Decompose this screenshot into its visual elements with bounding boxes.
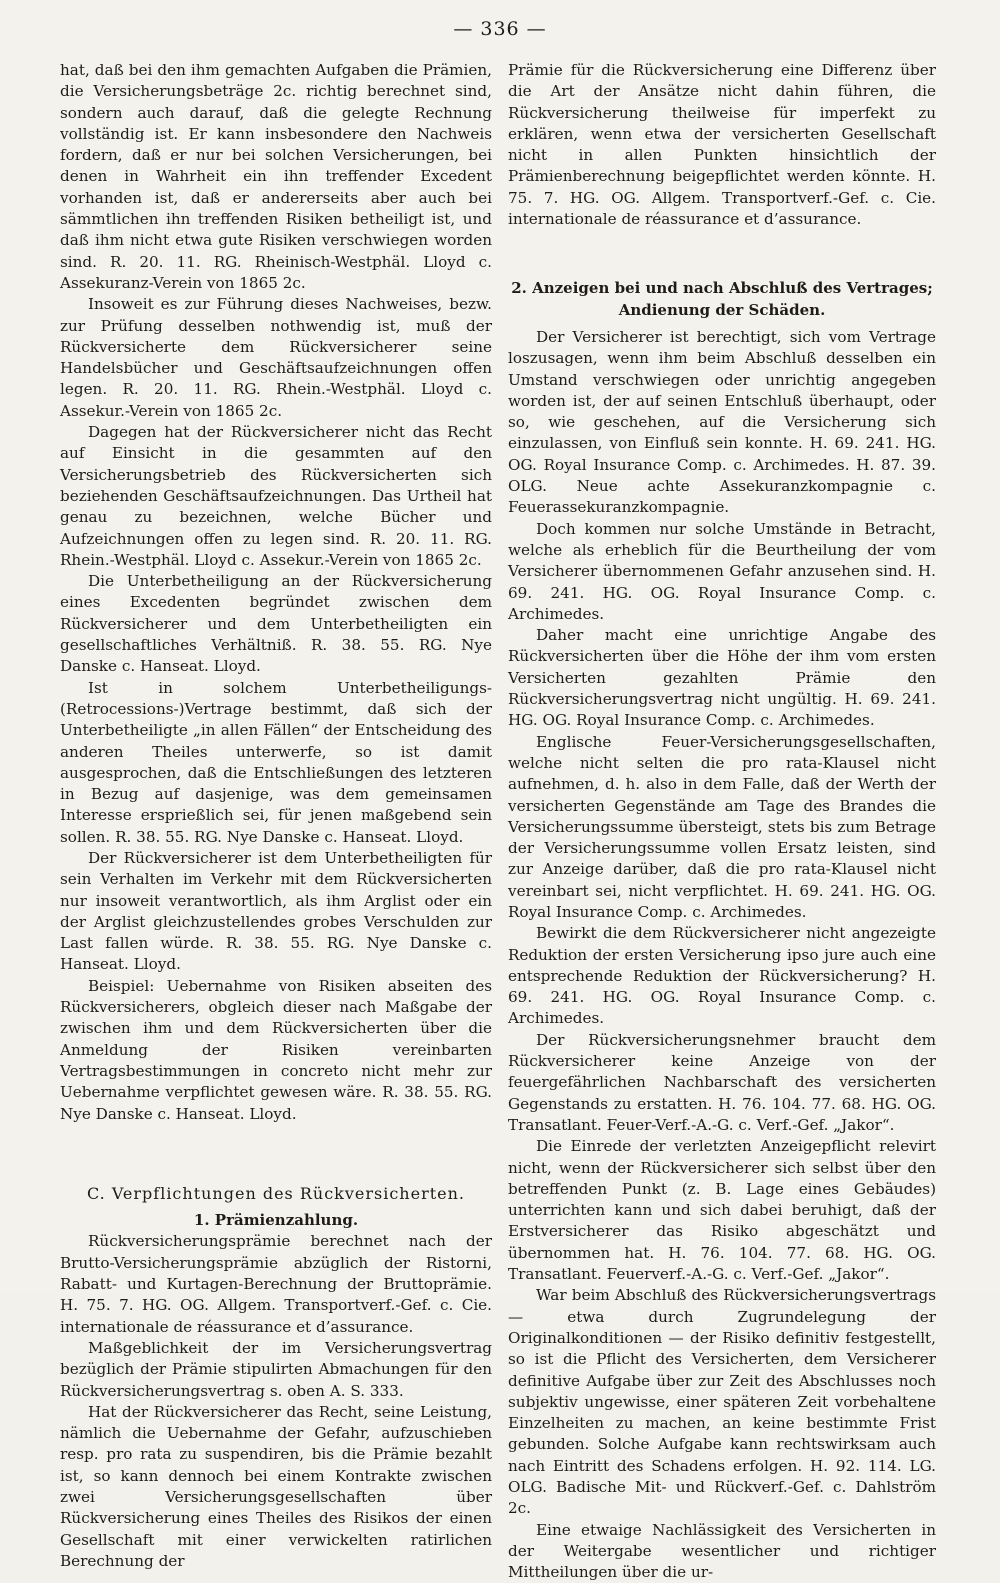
- right-paragraph-group-2: [508, 327, 936, 1583]
- paragraph: Beispiel: Uebernahme von Risiken abseiten des Rückversicherers, obgleich dieser nach Maßgabe der zwischen ihm und dem Rückversicherten über die Anmeldung der Risiken vereinbarten Vertragsbestimmungen in concreto nicht mehr zur Uebernahme verpflichtet gewesen wäre. R. 38. 55. RG. Nye Danske c. Hanseat. Lloyd.: [60, 976, 492, 1123]
- paragraph: Bewirkt die dem Rückversicherer nicht angezeigte Reduktion der ersten Versicherung ipso jure auch eine entsprechende Reduktion der Rückversicherung? H. 69. 241. HG. OG. Royal Insurance Comp. c. Archimedes.: [508, 924, 936, 1028]
- paragraph: Insoweit es zur Führung dieses Nachweises, bezw. zur Prüfung desselben nothwendig ist, muß der Rückversicherte dem Rückversicherer seine Handelsbücher und Geschäftsaufzeichnungen offen legen. R. 20. 11. RG. Rhein.-Westphäl. Lloyd c. Assekur.-Verein von 1865 2c.: [60, 295, 492, 420]
- page-number: — 336 —: [453, 18, 547, 40]
- paragraph: Der Rückversicherer ist dem Unterbetheiligten für sein Verhalten im Verkehr mit dem Rückversicherten nur insoweit verantwortlich, als ihm Arglist oder ein der Arglist gleichzustellendes grobes Verschulden zur Last fallen würde. R. 38. 55. RG. Nye Danske c. Hanseat. Lloyd.: [60, 848, 492, 974]
- paragraph: Daher macht eine unrichtige Angabe des Rückversicherten über die Höhe der ihm vom ersten Versicherten gezahlten Prämie den Rückversicherungsvertrag nicht ungültig. H. 69. 241. HG. OG. Royal Insurance Comp. c. Archimedes.: [508, 626, 936, 730]
- left-paragraph-group-2: [60, 1231, 492, 1572]
- paragraph: Der Versicherer ist berechtigt, sich vom Vertrage loszusagen, wenn ihm beim Abschluß desselben ein Umstand verschwiegen oder unrichtig angegeben worden ist, der auf seinen Entschluß überhaupt, oder so, wie geschehen, auf die Versicherung sich einzulassen, von Einfluß sein konnte. H. 69. 241. HG. OG. Royal Insurance Comp. c. Archimedes. H. 87. 39. OLG. Neue achte Assekuranzkompagnie c. Feuerassekuranzkompagnie.: [508, 327, 936, 517]
- paragraph: Hat der Rückversicherer das Recht, seine Leistung, nämlich die Uebernahme der Gefahr, aufzuschieben resp. pro rata zu suspendiren, bis die Prämie bezahlt ist, so kann dennoch bei einem Kontrakte zwischen zwei Versicherungsgesellschaften über Rückversicherung eines Theiles des Risikos der einen Gesellschaft mit einer verwickelten ratirlichen Berechnung der: [60, 1402, 492, 1570]
- paragraph: Doch kommen nur solche Umstände in Betracht, welche als erheblich für die Beurtheilung der vom Versicherer übernommenen Gefahr anzusehen sind. H. 69. 241. HG. OG. Royal Insurance Comp. c. Archimedes.: [508, 519, 936, 623]
- paragraph: Der Rückversicherungsnehmer braucht dem Rückversicherer keine Anzeige von der feuergefährlichen Nachbarschaft des versicherten Gegenstands zu erstatten. H. 76. 104. 77. 68. HG. OG. Transatlant. Feuer-Verf.-A.-G. c. Verf.-Gef. „Jakor“.: [508, 1030, 936, 1134]
- paragraph: Englische Feuer-Versicherungsgesellschaften, welche nicht selten die pro rata-Klausel nicht aufnehmen, d. h. also in dem Falle, daß der Werth der versicherten Gegenstände am Tage des Brandes die Versicherungssumme übersteigt, stets bis zum Betrage der Versicherungssumme vollen Ersatz leisten, sind zur Anzeige darüber, daß die pro rata-Klausel nicht vereinbart sei, nicht verpflichtet. H. 69. 241. HG. OG. Royal Insurance Comp. c. Archimedes.: [508, 732, 936, 921]
- paragraph: War beim Abschluß des Rückversicherungsvertrags — etwa durch Zugrundelegung der Originalkonditionen — der Risiko definitiv festgestellt, so ist die Pflicht des Versicherten, dem Versicherer definitive Aufgabe über zur Zeit des Abschlusses noch subjektiv ungewisse, einer späteren Zeit vorbehaltene Einzelheiten zu machen, an keine bestimmte Frist gebunden. Solche Aufgabe kann rechtswirksam auch nach Eintritt des Schadens erfolgen. H. 92. 114. LG. OLG. Badische Mit- und Rückverf.-Gef. c. Dahlström 2c.: [508, 1286, 936, 1518]
- left-column: [60, 60, 492, 1572]
- paragraph: Dagegen hat der Rückversicherer nicht das Recht auf Einsicht in die gesammten auf den Versicherungsbetrieb des Rückversicherten sich beziehenden Geschäftsaufzeichnungen. Das Urtheil hat genau zu bezeichnen, welche Bücher und Aufzeichnungen offen zu legen sind. R. 20. 11. RG. Rhein.-Westphäl. Lloyd c. Assekur.-Verein von 1865 2c.: [60, 423, 492, 569]
- paragraph: Ist in solchem Unterbetheiligungs-(Retrocessions-)Vertrage bestimmt, daß sich der Unterbetheiligte „in allen Fällen“ der Entscheidung des anderen Theiles unterwerfe, so ist damit ausgesprochen, daß die Entschließungen des letzteren in Bezug auf dasjenige, was dem gemeinsamen Interesse ersprießlich sei, für jenen maßgebend sein sollen. R. 38. 55. RG. Nye Danske c. Hanseat. Lloyd.: [60, 678, 492, 846]
- paragraph: Rückversicherungsprämie berechnet nach der Brutto-Versicherungsprämie abzüglich der Ristorni, Rabatt- und Kurtagen-Berechnung der Bruttoprämie. H. 75. 7. HG. OG. Allgem. Transportverf.-Gef. c. Cie. internationale de réassurance et d’assurance.: [60, 1232, 492, 1336]
- paragraph: hat, daß bei den ihm gemachten Aufgaben die Prämien, die Versicherungsbeträge 2c. richtig berechnet sind, sondern auch darauf, daß die gelegte Rechnung vollständig ist. Er kann insbesondere den Nachweis fordern, daß er nur bei solchen Versicherungen, bei denen in Wahrheit ein ihn treffender Excedent vorhanden ist, daß er andererseits aber auch bei sämmtlichen ihn treffenden Risiken betheiligt ist, und daß ihm nicht etwa gute Risiken verschwiegen worden sind. R. 20. 11. RG. Rheinisch-Westphäl. Lloyd c. Assekuranz-Verein von 1865 2c.: [60, 61, 492, 292]
- paragraph: Die Einrede der verletzten Anzeigepflicht relevirt nicht, wenn der Rückversicherer sich selbst über den betreffenden Punkt (z. B. Lage eines Gebäudes) unterrichten kann und sich dabei beruhigt, daß der Erstversicherer das Risiko abgeschätzt und übernommen hat. H. 76. 104. 77. 68. HG. OG. Transatlant. Feuerverf.-A.-G. c. Verf.-Gef. „Jakor“.: [508, 1137, 936, 1284]
- right-column: [508, 60, 936, 1583]
- sub-heading-anzeigen: 2. Anzeigen bei und nach Abschluß des Vertrages; Andienung der Schäden.: [511, 279, 933, 319]
- right-paragraph-group: [508, 60, 936, 230]
- paragraph: Prämie für die Rückversicherung eine Differenz über die Art der Ansätze nicht dahin führen, die Rückversicherung theilweise für imperfekt zu erklären, wenn etwa der versicherten Gesellschaft nicht in allen Punkten hinsichtlich der Prämienberechnung beigepflichtet werden könnte. H. 75. 7. HG. OG. Allgem. Transportverf.-Gef. c. Cie. internationale de réassurance et d’assurance.: [508, 61, 936, 229]
- paragraph: Maßgeblichkeit der im Versicherungsvertrag bezüglich der Prämie stipulirten Abmachungen für den Rückversicherungsvertrag s. oben A. S. 333.: [60, 1338, 492, 1400]
- paragraph: Die Unterbetheiligung an der Rückversicherung eines Excedenten begründet zwischen dem Rückversicherer und dem Unterbetheiligten ein gesellschaftliches Verhältniß. R. 38. 55. RG. Nye Danske c. Hanseat. Lloyd.: [60, 572, 492, 676]
- sub-heading-praemienzahlung: 1. Prämienzahlung.: [193, 1211, 359, 1230]
- section-heading: C. Verpflichtungen des Rückversicherten.: [86, 1183, 466, 1203]
- paragraph: Eine etwaige Nachlässigkeit des Versicherten in der Weitergabe wesentlicher und richtiger Mittheilungen über die ur-: [508, 1520, 936, 1582]
- left-paragraph-group: [60, 60, 492, 1125]
